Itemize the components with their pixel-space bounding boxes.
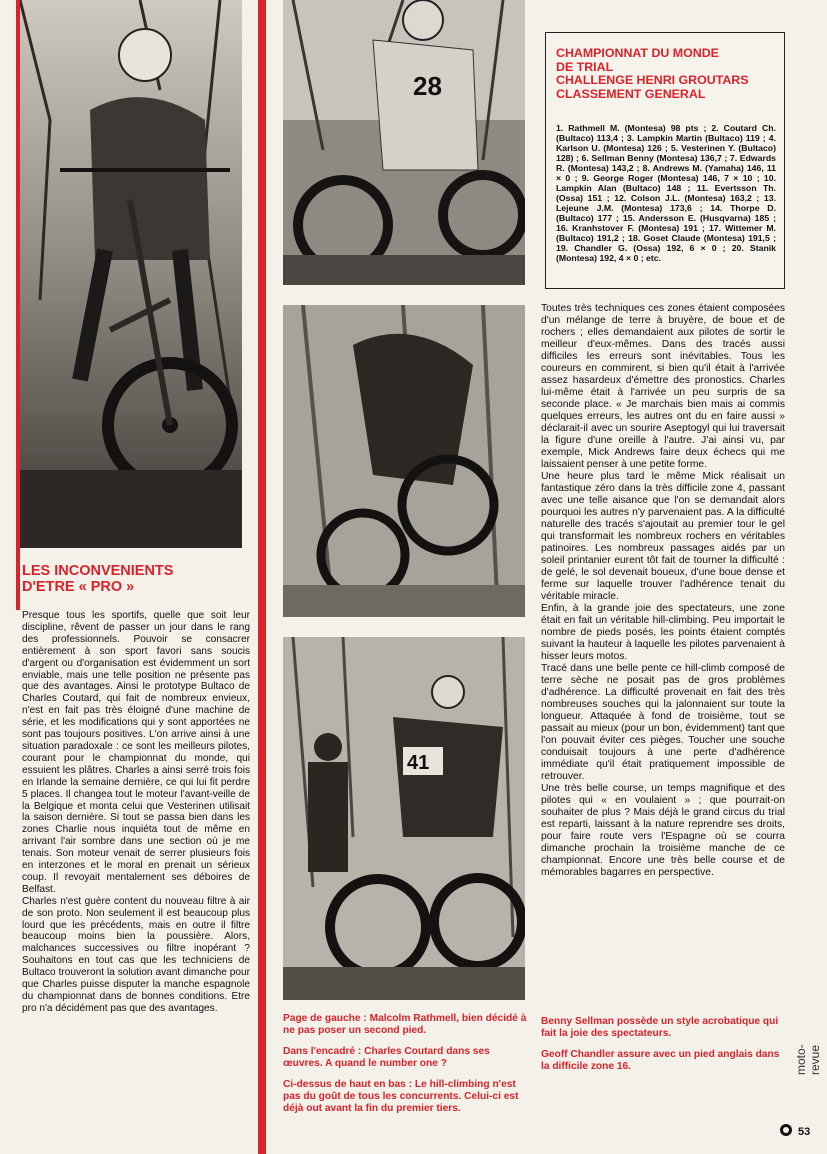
- left-paragraph-2: Charles n'est guère content du nouveau filtre à air de son proto. Non seulement il est beaucoup plus lourd que les précédents, mais en outre il filtre beaucoup moins bien la poussière. Alors, malchances successives ou filtre inopérant ? Souhaitons en tout cas que les techniciens de Bultaco trouveront la solution avant dimanche pour que Charles puisse disputer la manche espagnole du championnat dans de bonnes conditions. Etre pro n'a décidément pas que des avantages.: [22, 895, 250, 1014]
- photo-chandler: [283, 637, 525, 1000]
- red-bar-center: [258, 0, 266, 1154]
- right-paragraph-2: Une heure plus tard le même Mick réalisait un fantastique zéro dans la très difficile zone 4, passant avec une telle aisance que l'on se demandait alors pourquoi les autres n'y parvenaient pas. A la difficulté naturelle des tracés s'ajoutait au premier tour le gel qui transformait les nombreux rochers en véritables patinoires. Les nombreux passages aidés par un soleil printanier eurent tôt fait de tourner la difficulté : de gelé, le sol devenait boueux, d'une boue dense et ferme sur laquelle trouver l'adhérence tenait du véritable miracle.: [541, 471, 785, 602]
- standings-title-line-4: CLASSEMENT GENERAL: [556, 86, 706, 101]
- captions-right: [541, 1016, 781, 1082]
- caption-chandler: Geoff Chandler assure avec un pied anglais dans la difficile zone 16.: [541, 1049, 780, 1072]
- standings-title-line-1: CHAMPIONNAT DU MONDE: [556, 46, 719, 60]
- right-paragraph-5: Une très belle course, un temps magnifique et des pilotes qui « en voulaient » ; que pourrait-on souhaiter de plus ? Mais déjà le grand circus du trial est reparti, laissant à la nature reprendre ses droits, pour faire route vers l'Espagne où se courra dimanche prochain la troisième manche de ce championnat. Encore une très belle course et de mémorables bagarres en perspective.: [541, 783, 785, 878]
- caption-hill-climbing: Ci-dessus de haut en bas : Le hill-climbing n'est pas du goût de tous les concurrents. Celui-ci est déjà out avant la fin du premier tiers.: [283, 1079, 519, 1114]
- photo-coutard: [283, 0, 525, 285]
- standings-list: 1. Rathmell M. (Montesa) 98 pts ; 2. Coutard Ch. (Bultaco) 113,4 ; 3. Lampkin Martin (Bultaco) 119 ; 4. Karlson U. (Montesa) 126 ; 5. Vesterinen Y. (Bultaco) 128) ; 6. Sellman Benny (Montesa) 136,7 ; 7. Edwards R. (Montesa) 143,2 ; 8. Andrews M. (Yamaha) 146, 11 × 0 ; 9. George Roger (Montesa) 146, 7 × 10 ; 10. Lampkin Alan (Bultaco) 148 ; 11. Evertsson Th. (Ossa) 151 ; 12. Colson J.L. (Montesa) 163,2 ; 13. Lejeune J.M. (Montesa) 173,6 ; 14. Thorpe D. (Bultaco) 177 ; 15. Andersson E. (Husqvarna) 185 ; 16. Kranhstover F. (Montesa) 191 ; 17. Wittemer M. (Bultaco) 191,2 ; 18. Goset Claude (Montesa) 191,5 ; 19. Chandler G. (Ossa) 192, 6 × 0 ; 20. Stanik (Montesa) 192, 4 × 0 ; etc.: [556, 123, 776, 263]
- rider-number-41: 41: [407, 752, 430, 774]
- caption-sellman: Benny Sellman possède un style acrobatique qui fait la joie des spectateurs.: [541, 1016, 779, 1039]
- right-paragraph-4: Tracé dans une belle pente ce hill-climb composé de terre sèche ne posait pas de gros problèmes d'adhérence. La difficulté provenait en fait des très nombreuses souches qui la jalonnaient sur toute la longueur. Attaquée à fond de troisième, tout se passait au mieux (pour un bon, évidemment) tant que l'on pouvait éviter ces pièges. Toucher une souche conduisait toujours à une perte d'adhérence immédiate qu'il était pratiquement impossible de retrouver.: [541, 663, 785, 782]
- right-paragraph-3: Enfin, à la grande joie des spectateurs, une zone était en fait un véritable hill-climbing. Peu importait le nombre de pieds posés, les points étaient comptés suivant la hauteur à laquelle les pilotes parvenaient à hisser leurs motos.: [541, 603, 785, 662]
- standings-title-line-3: CHALLENGE HENRI GROUTARS: [556, 73, 749, 87]
- magazine-name: moto-revue: [794, 1044, 822, 1075]
- caption-rathmell: Page de gauche : Malcolm Rathmell, bien décidé à ne pas poser un second pied.: [283, 1013, 527, 1036]
- captions-center: [283, 1013, 528, 1124]
- article-heading: [22, 563, 252, 595]
- heading-line-1: LES INCONVENIENTS: [22, 563, 174, 579]
- left-article-body: [22, 610, 250, 1015]
- page-number: 53: [798, 1126, 811, 1138]
- photo-sellman: [283, 305, 525, 617]
- standings-title-line-2: DE TRIAL: [556, 59, 614, 74]
- right-paragraph-1: Toutes très techniques ces zones étaient composées d'un mélange de terre à bruyère, de boue et de rochers ; elles demandaient aux pilotes de sortir le meilleur d'eux-mêmes. Dans des tracés aussi difficiles les erreurs sont inévitables. Tous les coureurs en commirent, si bien qu'il était à l'arrivée assez hasardeux d'émettre des pronostics. Charles lui-même était à l'arrivée un peu surpris de sa seconde place. « Je marchais bien mais ai commis quelques erreurs, les autres ont du en faire aussi » déclarait-il avec un sourire Aseptogyl qui lui traversait la figure d'une oreille à l'autre. J'ai ainsi vu, par exemple, Mick Andrews faire deux échecs qui me laissaient penser à une petite forme.: [541, 303, 785, 470]
- magazine-logo-icon: [780, 1124, 792, 1136]
- left-paragraph-1: Presque tous les sportifs, quelle que soit leur discipline, rêvent de passer un jour dans le rang des professionnels. Pouvoir se consacrer entièrement à son sport favori sans soucis d'argent ou d'organisation est évidemment un sort enviable, mais une telle position ne présente pas que des avantages. Ainsi le prototype Bultaco de Charles Coutard, qui fait de nombreux envieux, n'est en fait pas très éloigné d'une machine de série, et les modifications qui y sont apportées ne sont pas toujours positives. L'on arrive ainsi à une situation paradoxale : ce sont les meilleurs pilotes, courant pour le championnat du monde, qui essuient les plâtres. Charles a ainsi serré trois fois en Irlande la semaine dernière, ce qui lui fit perdre 5 places. Il changea tout le moteur l'avant-veille de la Belgique et monta celui que Vesterinen utilisait la saison dernière. Si tout se passa bien dans les zones Charlie nous inquiéta tout de même en arrivant l'air sombre dans une section où je me tenais. Son moteur venait de serrer plusieurs fois en interzones et le moral en prenait un sérieux coup. Il revoyait mentalement ses déboires de Belfast.: [22, 610, 250, 895]
- photo-rathmell: [20, 0, 242, 548]
- rider-number-28: 28: [413, 71, 442, 101]
- caption-coutard: Dans l'encadré : Charles Coutard dans ses œuvres. A quand le number one ?: [283, 1046, 490, 1069]
- standings-box: [545, 32, 785, 289]
- standings-title: [556, 47, 784, 101]
- right-article-body: [541, 303, 785, 879]
- heading-line-2: D'ETRE « PRO »: [22, 579, 135, 595]
